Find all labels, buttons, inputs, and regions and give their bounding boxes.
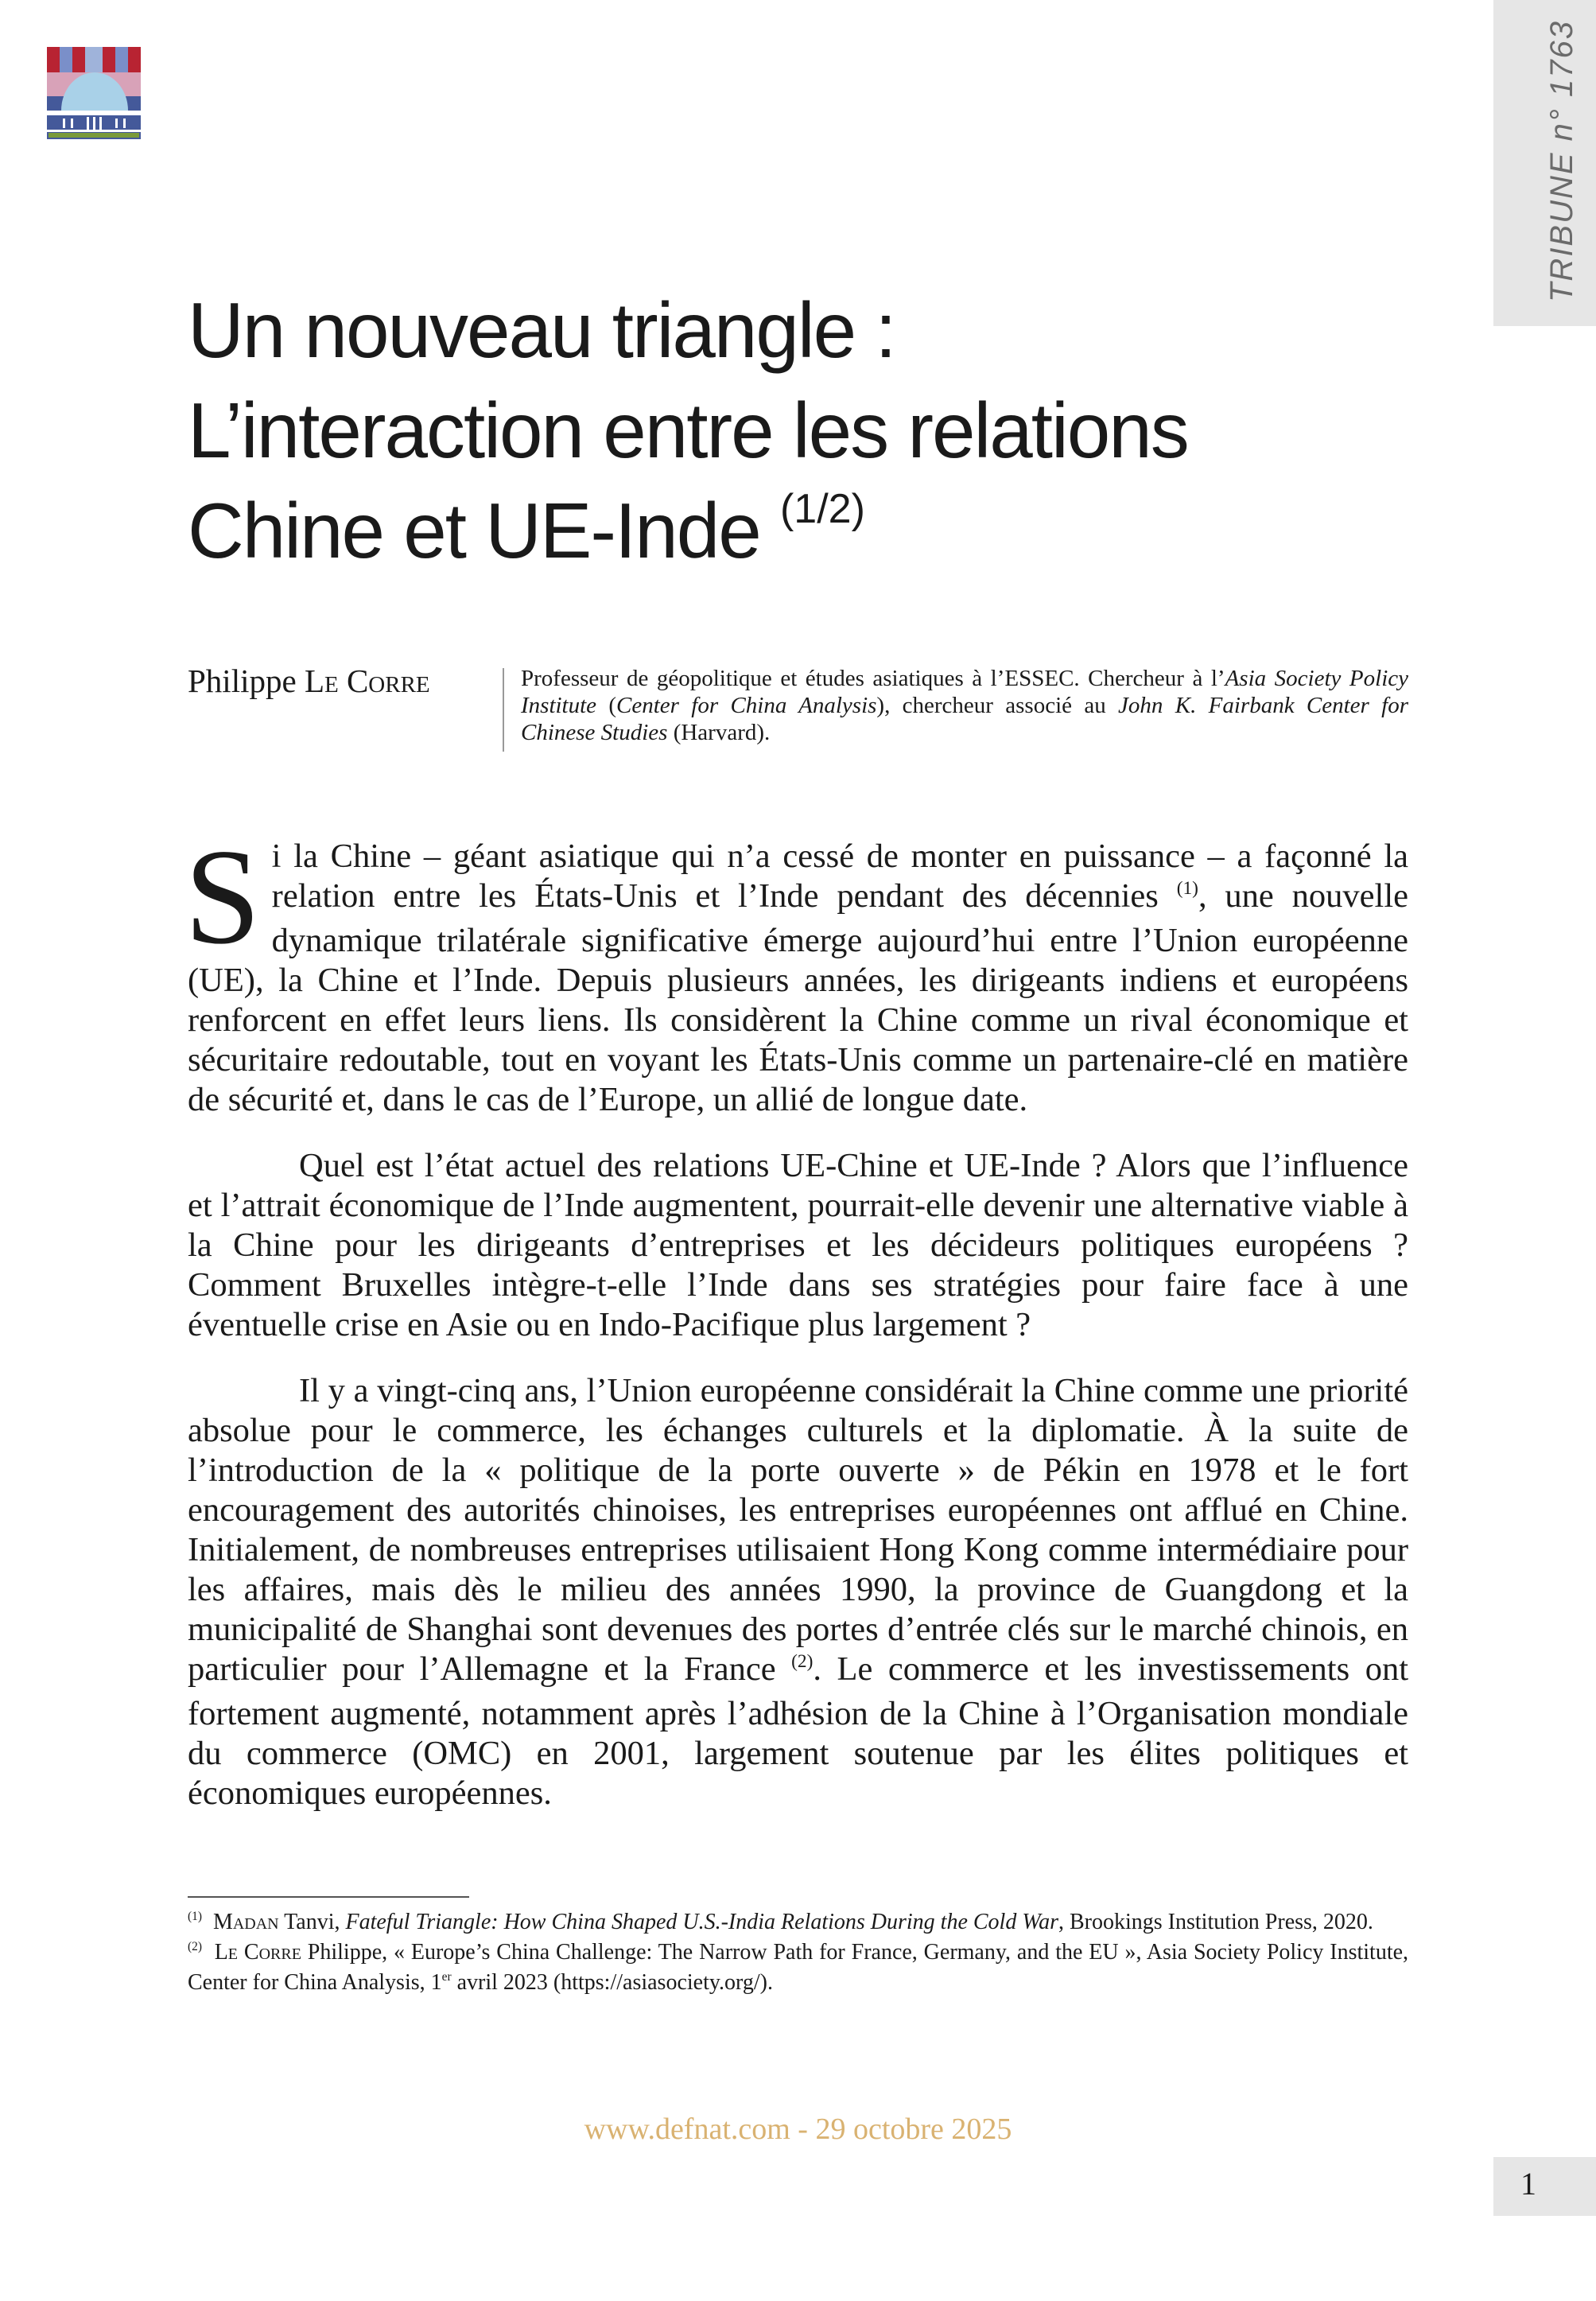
paragraph-text: , une nouvelle dynamique trilatérale significative émerge aujourd’hui entre l’Union européenne (UE), la Chine et l’Inde. Depuis plusieurs années, les dirigeants indiens et européens renforcent en effet leurs liens. Ils considèrent la Chine comme un rival économique et sécuritaire redoutable, tout en voyant les États-Unis comme un partenaire-clé en matière de sécurité et, dans le cas de l’Europe, un allié de longue date. xyxy=(188,877,1408,1118)
footnote xyxy=(188,1909,1408,1939)
footnote-title: Fateful Triangle: How China Shaped U.S.-India Relations During the Cold War xyxy=(345,1910,1058,1934)
page-number: 1 xyxy=(1520,2166,1536,2202)
author-last: Le Corre xyxy=(304,663,430,699)
footnote xyxy=(188,1939,1408,2000)
page-number-box xyxy=(1493,2157,1596,2216)
paragraph-text: . Le commerce et les investissements ont fortement augmenté, notamment après l’adhésion de la Chine à l’Organisation mondiale du commerce (OMC) en 2001, largement soutenue par les élites politiques et économiques européennes. xyxy=(188,1650,1409,1812)
bio-text: ), chercheur associé au xyxy=(876,693,1119,718)
footnote-number: (2) xyxy=(188,1940,202,1954)
paragraph: Quel est l’état actuel des relations UE-Chine et UE-Inde ? Alors que l’influence et l’attrait économique de l’Inde augmentent, pourrait-elle devenir une alternative viable à la Chine pour les dirigeants d’entreprises et les décideurs politiques européens ? Comment Bruxelles intègre-t-elle l’Inde dans ses stratégies pour faire face à une éventuelle crise en Asie ou en Indo-Pacifique plus largement ? xyxy=(188,1147,1408,1343)
footnote-ref[interactable]: (2) xyxy=(791,1650,814,1672)
tribune-tab xyxy=(1493,0,1596,326)
title-line: L’interaction entre les relations xyxy=(188,387,1188,474)
footnote-text: Philippe, « Europe’s China Challenge: The Narrow Path for France, Germany, and the EU », Asia Society Policy Institute, Center for China Analysis, 1 xyxy=(188,1940,1409,1995)
title-line: Chine et UE-Inde xyxy=(188,487,760,574)
bio-text: Professeur de géopolitique et études asiatiques à l’ESSEC. Chercheur à l’ xyxy=(521,666,1225,691)
footnotes xyxy=(188,1909,1408,2000)
divider xyxy=(503,668,504,752)
bio-text: ( xyxy=(596,693,617,718)
footnote-author: Madan xyxy=(212,1910,279,1934)
paragraph xyxy=(188,1371,1408,1813)
footnote-text: Tanvi, xyxy=(278,1910,346,1934)
footnote-ref[interactable]: (1) xyxy=(1176,877,1198,899)
bio-italic: Center for China Analysis xyxy=(616,693,877,718)
footnote-author: Le Corre xyxy=(214,1940,301,1965)
footnote-rule xyxy=(188,1896,469,1898)
footnote-text: avril 2023 (https://asiasociety.org/). xyxy=(451,1970,773,1995)
footnote-number: (1) xyxy=(188,1910,202,1924)
article-body xyxy=(184,822,1409,1840)
paragraph-text: i la Chine – géant asiatique qui n’a cessé de monter en puissance – a façonné la relation entre les États-Unis et l’Inde pendant des décennies xyxy=(271,838,1408,915)
title-line: Un nouveau triangle : xyxy=(188,286,895,374)
paragraph-text: Il y a vingt-cinq ans, l’Union européenne considérait la Chine comme une priorité absolue pour le commerce, les échanges culturels et la diplomatie. À la suite de l’introduction de la « politique de la porte ouverte » de Pékin en 1978 et le fort encouragement des autorités chinoises, les entreprises européennes ont afflué en Chine. Initialement, de nombreuses entreprises utilisaient Hong Kong comme intermédiaire pour les affaires, mais dès le milieu des années 1990, la province de Guangdong et la municipalité de Shanghai sont devenues des portes d’entrée clés sur le marché chinois, en particulier pour l’Allemagne et la France xyxy=(188,1372,1408,1688)
bio-italic: Asia Society Policy Institute xyxy=(521,666,1408,718)
logo xyxy=(47,47,141,139)
page-title xyxy=(188,280,1380,594)
author-first: Philippe xyxy=(188,663,297,699)
footer-link[interactable]: www.defnat.com - 29 octobre 2025 xyxy=(584,2112,1012,2146)
paragraph xyxy=(184,822,1408,1120)
author-bio xyxy=(521,665,1408,746)
tribune-number: TRIBUNE n° 1763 xyxy=(1544,19,1579,302)
bio-italic: John K. Fairbank Center for Chinese Studies xyxy=(521,693,1408,745)
drop-cap: S xyxy=(184,822,261,973)
bio-text: (Harvard). xyxy=(667,720,771,745)
footnote-text: , Brookings Institution Press, 2020. xyxy=(1058,1910,1373,1934)
title-part: (1/2) xyxy=(779,486,865,532)
author-name xyxy=(188,662,430,700)
ordinal-suffix: er xyxy=(441,1970,452,1984)
